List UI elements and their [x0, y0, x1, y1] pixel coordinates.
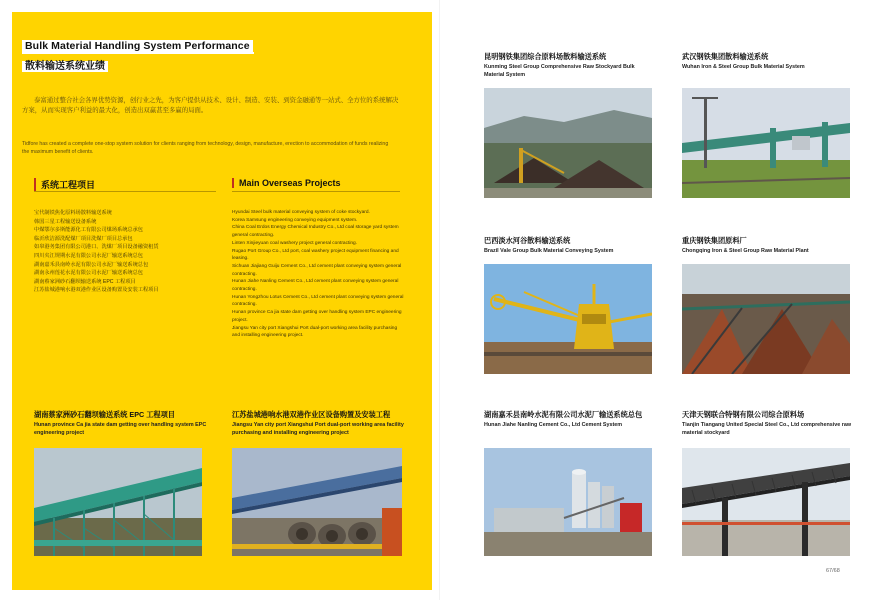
list-item: 宝代制铁焦化原料场散料输送系统 [34, 210, 112, 216]
project-photo-chongqing-steel [682, 264, 850, 374]
project-title-en: Chongqing Iron & Steel Group Raw Material Plant [682, 248, 809, 254]
project-title-en: Brazil Vale Group Bulk Material Conveying System [484, 248, 614, 254]
project-caption [484, 236, 656, 256]
project-title-en: Hunan province Ca jia state dam getting over handling system EPC engineering project [34, 422, 207, 436]
page-title-cn: 散料输送系统业绩 [22, 57, 108, 72]
list-item: 临沂欣洁源洗配煤厂项目洗煤厂项目总承包 [34, 235, 133, 242]
domestic-heading-underline [34, 191, 216, 192]
domestic-projects-heading: 系统工程项目 [34, 178, 95, 191]
project-photo-caijiazhou [34, 448, 202, 556]
project-title-en: Wuhan Iron & Steel Group Bulk Material System [682, 64, 805, 70]
project-caption [232, 410, 407, 438]
project-caption [484, 52, 656, 80]
project-photo-jiahe-cement [484, 448, 652, 556]
overseas-heading-underline [232, 191, 400, 192]
project-title-cn: 昆明钢铁集团综合原料场散料输送系统 [484, 52, 607, 61]
project-photo-tianjin-steel [682, 448, 850, 556]
list-item: Sichuan Jiajiang Guiju Cement Co., Ltd cement plant conveying system general contracting. [232, 263, 402, 277]
project-caption [34, 410, 209, 438]
page-fold [439, 0, 440, 600]
project-title-cn: 江苏盐城港响水港双港作业区设备购置及安装工程 [232, 410, 391, 419]
project-photo-kunming-steel [484, 88, 652, 198]
project-title-en: Jiangsu Yan city port Xiangshui Port dual-port working area facility purchasing and installing engineering project [232, 422, 404, 436]
list-item: 如皋港务集团有限公司港口、洗煤厂项目设备融资租赁 [34, 244, 159, 251]
project-title-cn: 天津天钢联合特钢有限公司综合原料场 [682, 410, 805, 419]
list-item: 四川夹江规期水泥有限公司水泥厂输送系统总包 [34, 252, 143, 259]
project-title-en: Kunming Steel Group Comprehensive Raw Stockyard Bulk Material System [484, 64, 635, 78]
list-item: 江苏盐城港响水港双港作业区设备购置及安装工程项目 [34, 287, 159, 294]
project-title-cn: 巴西淡水河谷散料输送系统 [484, 236, 571, 245]
overseas-projects-list [232, 209, 404, 340]
list-item: Hunan province Ca jia state dam getting over handling system EPC engineering project. [232, 310, 402, 323]
page-number: 67/68 [826, 568, 840, 574]
list-item: 湖南蔡家洲砂石翻坝输送系统 EPC 工程项目 [34, 278, 136, 285]
project-photo-wuhan-steel [682, 88, 850, 198]
intro-english: Tidfore has created a complete one-stop system solution for clients ranging from technology, design, manufacture, erection to accommodation of funds realizing the maximum benefit of clients. [22, 141, 389, 155]
list-item: Hyundai Steel bulk material conveying system of coke stockyard. [232, 210, 370, 215]
list-item: 湖南嘉禾县南岭水泥有限公司水泥厂输送系统总包 [34, 261, 149, 268]
project-title-cn: 湖南蔡家洲砂石翻坝输送系统 EPC 工程项目 [34, 410, 175, 419]
project-photo-xiangshui-port [232, 448, 402, 556]
list-item: Linten Xinjieyuan coal washery project general contracting. [232, 240, 358, 246]
list-item: Jiangsu Yan city port Xiangshui Port dual-port working area facility purchasing and installing engineering project. [232, 325, 398, 339]
project-caption [484, 410, 656, 430]
title-underline [22, 52, 254, 54]
project-title-cn: 湖南嘉禾县南岭水泥有限公司水泥厂输送系统总包 [484, 410, 643, 419]
project-title-en: Hunan Jiahe Nanling Cement Co., Ltd Cement System [484, 422, 623, 428]
page-title-en: Bulk Material Handling System Performance [22, 40, 253, 52]
project-photo-vale-brazil [484, 264, 652, 374]
list-item: Rugao Port Group Co., Ltd port, coal washery project equipment financing and leasing. [232, 248, 399, 262]
list-item: Hunan Jiahe Nanling Cement Co., Ltd cement plant conveying system general contracting. [232, 279, 399, 293]
intro-chinese: 泰富通过整合社会各界优势资源，创行业之先，为客户提供从技术、设计、制造、安装、到资金融通等一站式、全方位的系统解决方案，从而实现客户利益的最大化，创造出双赢甚至多赢的局面。 [22, 97, 399, 114]
list-item: China Coal Erdos Energy Chemical Industry Co., Ltd coal storage yard system general contracting. [232, 225, 399, 239]
project-caption [682, 52, 854, 72]
project-title-cn: 武汉钢铁集团散料输送系统 [682, 52, 769, 61]
project-caption [682, 410, 854, 438]
list-item: 湖南永州莲花水泥有限公司水泥厂输送系统总包 [34, 270, 143, 277]
domestic-projects-list [34, 209, 219, 295]
overseas-projects-heading: Main Overseas Projects [232, 178, 341, 188]
project-caption [682, 236, 854, 256]
list-item: Korea Samsung engineering conveying equipment system. [232, 217, 358, 223]
project-title-cn: 重庆钢铁集团原料厂 [682, 236, 747, 245]
project-title-en: Tianjin Tiangang United Special Steel Co., Ltd comprehensive raw material stockyard [682, 422, 852, 436]
list-item: 中煤鄂尔多斯能源化工有限公司煤场系统总承包 [34, 227, 143, 234]
list-item: Hunan Yongzhou Lotus Cement Co., Ltd cement plant conveying system general contracting. [232, 294, 404, 308]
list-item: 韩国三星工程输送设备系统 [34, 218, 97, 225]
